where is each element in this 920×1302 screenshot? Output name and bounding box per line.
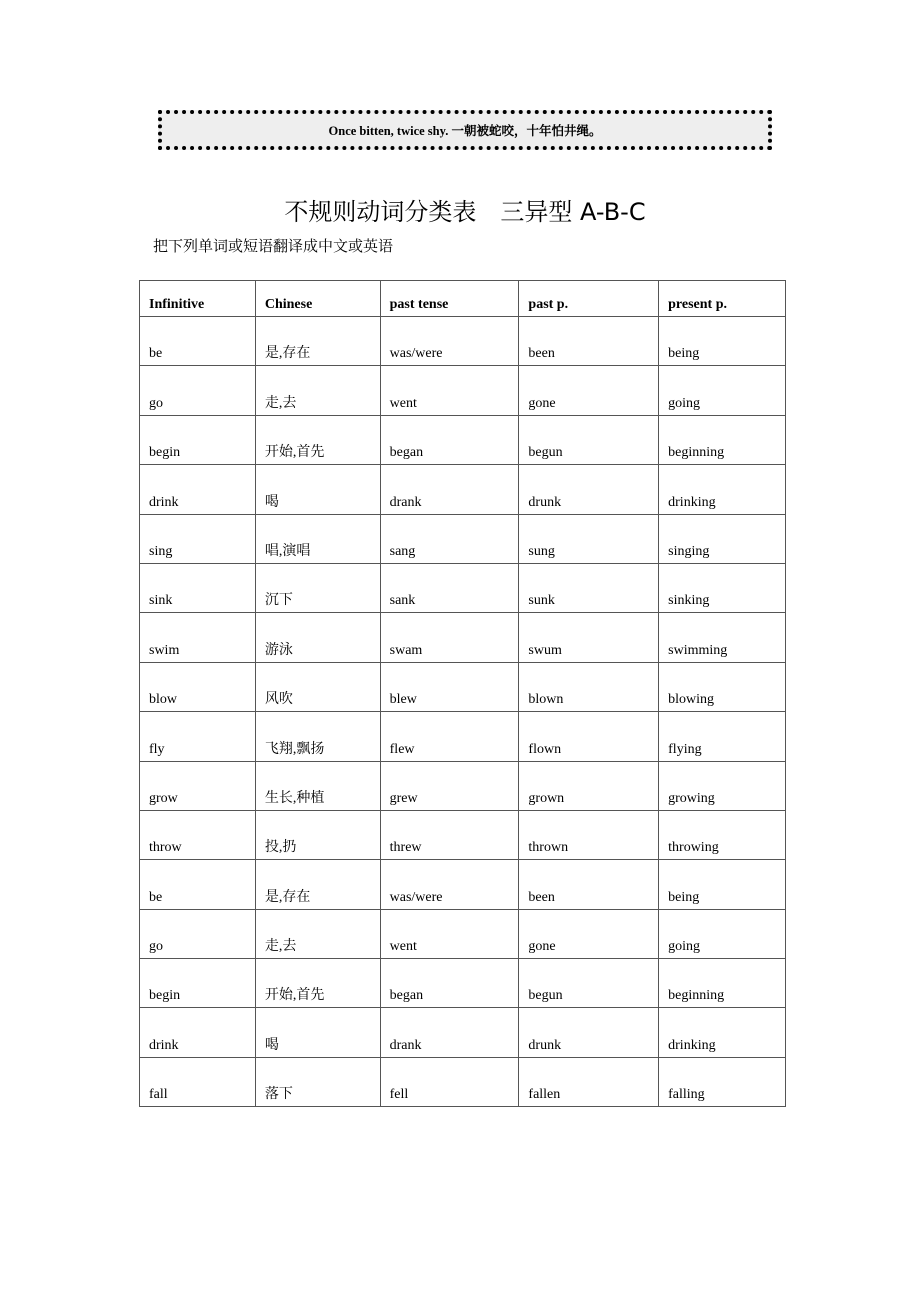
cell-infinitive: sink [140, 563, 256, 612]
header-present-participle: present p. [659, 281, 786, 317]
cell-chinese: 是,存在 [255, 317, 380, 366]
cell-infinitive: go [140, 909, 256, 958]
table-row [140, 366, 786, 415]
table-row [140, 514, 786, 563]
cell-past-participle: been [519, 860, 659, 909]
cell-past-participle: blown [519, 662, 659, 711]
cell-present-participle: drinking [659, 1008, 786, 1057]
cell-chinese: 开始,首先 [255, 415, 380, 464]
cell-present-participle: beginning [659, 415, 786, 464]
proverb-banner [158, 110, 772, 150]
instruction-text: 把下列单词或短语翻译成中文或英语 [153, 237, 394, 255]
cell-past-participle: sung [519, 514, 659, 563]
header-chinese: Chinese [255, 281, 380, 317]
cell-infinitive: go [140, 366, 256, 415]
cell-present-participle: going [659, 909, 786, 958]
table-row [140, 860, 786, 909]
cell-present-participle: swimming [659, 613, 786, 662]
cell-present-participle: singing [659, 514, 786, 563]
cell-past-participle: swum [519, 613, 659, 662]
cell-present-participle: sinking [659, 563, 786, 612]
cell-infinitive: fly [140, 712, 256, 761]
cell-past-tense: threw [380, 810, 519, 859]
cell-past-tense: swam [380, 613, 519, 662]
cell-chinese: 喝 [255, 465, 380, 514]
cell-present-participle: growing [659, 761, 786, 810]
cell-chinese: 沉下 [255, 563, 380, 612]
cell-past-participle: drunk [519, 465, 659, 514]
cell-present-participle: being [659, 860, 786, 909]
header-past-tense: past tense [380, 281, 519, 317]
header-past-participle: past p. [519, 281, 659, 317]
cell-past-tense: was/were [380, 317, 519, 366]
cell-infinitive: be [140, 860, 256, 909]
cell-chinese: 走,去 [255, 366, 380, 415]
cell-past-tense: went [380, 909, 519, 958]
cell-past-tense: flew [380, 712, 519, 761]
table-header-row [140, 281, 786, 317]
cell-chinese: 风吹 [255, 662, 380, 711]
cell-past-tense: began [380, 959, 519, 1008]
cell-chinese: 唱,演唱 [255, 514, 380, 563]
table-row [140, 1008, 786, 1057]
cell-infinitive: grow [140, 761, 256, 810]
table-row [140, 662, 786, 711]
table-row [140, 761, 786, 810]
cell-chinese: 开始,首先 [255, 959, 380, 1008]
cell-past-tense: went [380, 366, 519, 415]
cell-past-participle: grown [519, 761, 659, 810]
cell-chinese: 投,扔 [255, 810, 380, 859]
cell-past-participle: sunk [519, 563, 659, 612]
cell-past-participle: begun [519, 959, 659, 1008]
cell-past-tense: drank [380, 1008, 519, 1057]
cell-chinese: 走,去 [255, 909, 380, 958]
cell-past-participle: gone [519, 366, 659, 415]
cell-present-participle: being [659, 317, 786, 366]
cell-past-participle: been [519, 317, 659, 366]
cell-past-tense: grew [380, 761, 519, 810]
cell-past-participle: flown [519, 712, 659, 761]
table-row [140, 810, 786, 859]
cell-past-tense: sang [380, 514, 519, 563]
cell-past-participle: begun [519, 415, 659, 464]
cell-infinitive: fall [140, 1057, 256, 1106]
cell-infinitive: throw [140, 810, 256, 859]
cell-infinitive: begin [140, 415, 256, 464]
verb-table [139, 280, 786, 1107]
table-row [140, 712, 786, 761]
cell-chinese: 喝 [255, 1008, 380, 1057]
cell-past-tense: sank [380, 563, 519, 612]
cell-past-participle: drunk [519, 1008, 659, 1057]
table-row [140, 317, 786, 366]
page-title: 不规则动词分类表 三异型 A-B-C [284, 198, 646, 226]
cell-past-tense: was/were [380, 860, 519, 909]
cell-chinese: 落下 [255, 1057, 380, 1106]
cell-past-participle: fallen [519, 1057, 659, 1106]
cell-present-participle: falling [659, 1057, 786, 1106]
cell-chinese: 是,存在 [255, 860, 380, 909]
cell-infinitive: swim [140, 613, 256, 662]
cell-infinitive: blow [140, 662, 256, 711]
cell-infinitive: begin [140, 959, 256, 1008]
table-row [140, 465, 786, 514]
cell-present-participle: throwing [659, 810, 786, 859]
cell-past-participle: gone [519, 909, 659, 958]
table-row [140, 563, 786, 612]
cell-past-tense: blew [380, 662, 519, 711]
cell-chinese: 生长,种植 [255, 761, 380, 810]
cell-present-participle: flying [659, 712, 786, 761]
header-infinitive: Infinitive [140, 281, 256, 317]
table-row [140, 959, 786, 1008]
cell-present-participle: drinking [659, 465, 786, 514]
cell-chinese: 游泳 [255, 613, 380, 662]
cell-present-participle: going [659, 366, 786, 415]
cell-infinitive: drink [140, 1008, 256, 1057]
cell-past-tense: drank [380, 465, 519, 514]
cell-infinitive: be [140, 317, 256, 366]
cell-past-participle: thrown [519, 810, 659, 859]
table-row [140, 415, 786, 464]
table-row [140, 613, 786, 662]
table-row [140, 909, 786, 958]
proverb-text: Once bitten, twice shy. 一朝被蛇咬，十年怕井绳。 [328, 124, 602, 138]
cell-past-tense: began [380, 415, 519, 464]
cell-past-tense: fell [380, 1057, 519, 1106]
cell-present-participle: beginning [659, 959, 786, 1008]
table-row [140, 1057, 786, 1106]
cell-present-participle: blowing [659, 662, 786, 711]
cell-chinese: 飞翔,飘扬 [255, 712, 380, 761]
cell-infinitive: drink [140, 465, 256, 514]
cell-infinitive: sing [140, 514, 256, 563]
